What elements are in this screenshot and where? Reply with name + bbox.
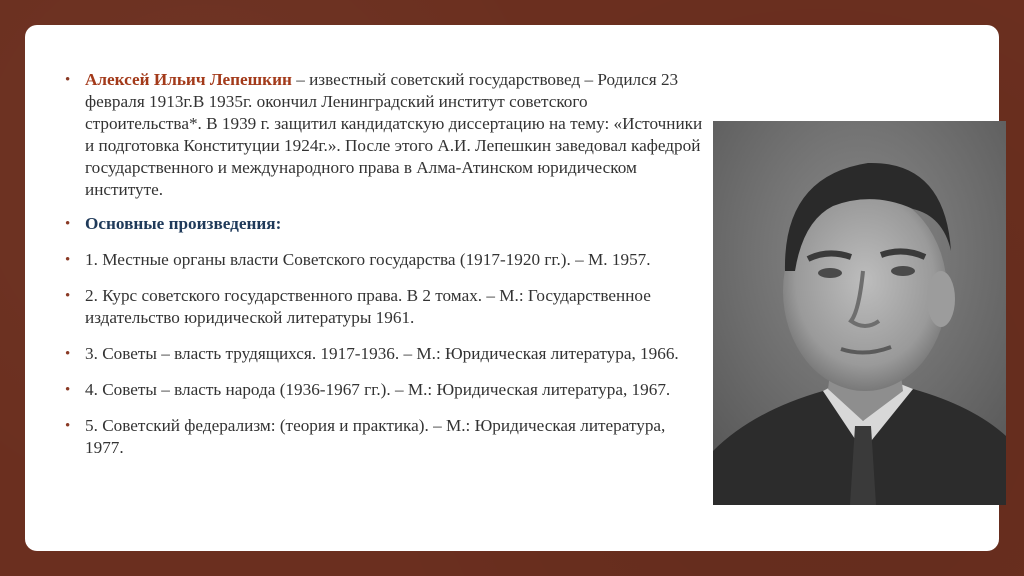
work-text: 4. Советы – власть народа (1936-1967 гг.). – М.: Юридическая литература, 1967. bbox=[85, 380, 671, 399]
portrait-photo bbox=[713, 121, 1006, 505]
bullet-icon: • bbox=[65, 216, 71, 232]
works-heading: Основные произведения: bbox=[85, 214, 282, 233]
list-item bbox=[65, 249, 705, 271]
portrait-icon bbox=[713, 121, 1006, 505]
list-item bbox=[65, 415, 705, 459]
works-heading-item bbox=[65, 213, 705, 235]
work-text: 1. Местные органы власти Советского государства (1917-1920 гг.). – М. 1957. bbox=[85, 250, 651, 269]
bullet-icon: • bbox=[65, 346, 71, 362]
bio-paragraph bbox=[65, 69, 705, 201]
bullet-icon: • bbox=[65, 288, 71, 304]
bullet-icon: • bbox=[65, 72, 71, 88]
bio-text: – известный советский государствовед – Родился 23 февраля 1913г.В 1935г. окончил Ленинградский институт советского строительства*. В 1939 г. защитил кандидатскую диссертацию на тему: «Источники и подготовка Конституции 1924г.». После этого А.И. Лепешкин заведовал кафедрой государственного и международного права в Алма-Атинском юридическом институте. bbox=[85, 70, 703, 199]
person-name: Алексей Ильич Лепешкин bbox=[85, 70, 292, 89]
slide-content bbox=[65, 69, 705, 473]
list-item bbox=[65, 379, 705, 401]
bullet-icon: • bbox=[65, 418, 71, 434]
bullet-icon: • bbox=[65, 252, 71, 268]
bullet-icon: • bbox=[65, 382, 71, 398]
list-item bbox=[65, 285, 705, 329]
list-item bbox=[65, 343, 705, 365]
work-text: 3. Советы – власть трудящихся. 1917-1936. – М.: Юридическая литература, 1966. bbox=[85, 344, 679, 363]
work-text: 2. Курс советского государственного права. В 2 томах. – М.: Государственное издательство юридической литературы 1961. bbox=[85, 286, 651, 327]
work-text: 5. Советский федерализм: (теория и практика). – М.: Юридическая литература, 1977. bbox=[85, 416, 666, 457]
slide-card bbox=[25, 25, 999, 551]
